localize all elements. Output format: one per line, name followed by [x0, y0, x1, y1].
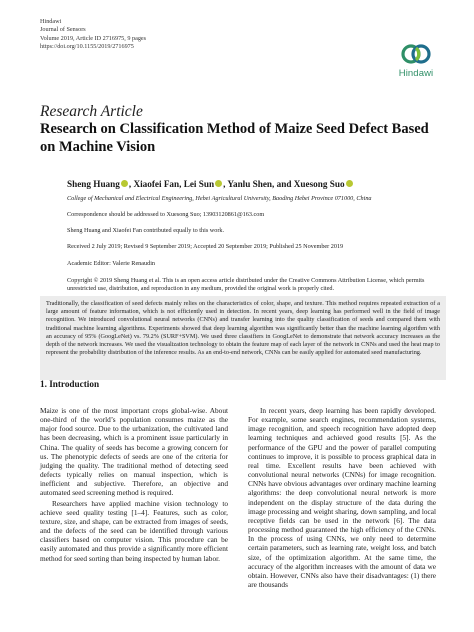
- logo-text: Hindawi: [398, 68, 434, 79]
- orcid-icon[interactable]: [346, 180, 353, 187]
- academic-editor: Academic Editor: Valerie Renaudin: [67, 260, 156, 267]
- abstract-box: [40, 296, 446, 380]
- author-name: , Yanlu Shen, and Xuesong Suo: [223, 179, 345, 189]
- orcid-icon[interactable]: [121, 180, 128, 187]
- article-type: Research Article: [40, 103, 143, 120]
- hindawi-logo-icon: [401, 40, 431, 68]
- section-heading: 1. Introduction: [40, 379, 100, 389]
- doi-link[interactable]: https://doi.org/10.1155/2019/2716975: [40, 42, 134, 50]
- author-name: , Xiaofei Fan, Lei Sun: [128, 179, 215, 189]
- body-paragraph: Researchers have applied machine vision technology to achieve seed quality testing [1–4]. Features, such as color, texture, size, and shape, can be extracted from images of seeds, and the defects of the seed can be identified through various classifiers based on computer vision. This procedure can be easily automated and thus provide a significantly more efficient method for seed sorting than being inspected by human labor.: [40, 498, 228, 563]
- author-list: [67, 179, 354, 189]
- left-column: [40, 406, 228, 563]
- right-column: [248, 406, 436, 589]
- copyright-notice: Copyright © 2019 Sheng Huang et al. This is an open access article distributed under the Creative Commons Attribution License, which permits unrestricted use, distribution, and reproduction in any medium, provided the original work is properly cited.: [67, 277, 425, 293]
- article-title: Research on Classification Method of Maize Seed Defect Based on Machine Vision: [40, 121, 429, 155]
- publisher-line: Hindawi: [40, 18, 62, 25]
- volume-line: Volume 2019, Article ID 2716975, 9 pages: [40, 34, 147, 42]
- author-name: Sheng Huang: [67, 179, 120, 189]
- hindawi-logo: [393, 40, 439, 79]
- body-paragraph: Maize is one of the most important crops global-wise. About one-third of the world’s population consumes maize as the major food source. Due to the urbanization, the cultivated land has been decreasing, which is a prominent issue particularly in China. The quality of seeds has become a growing concern for us. The phenotypic defects of seeds are one of the criteria for judging the quality. The traditional method of detecting seed defects typically relies on manual inspection, which is inefficient and subjective. Therefore, an objective and automated seed screening method is required.: [40, 406, 228, 498]
- contribution-note: Sheng Huang and Xiaofei Fan contributed equally to this work.: [67, 227, 225, 234]
- affiliation: College of Mechanical and Electrical Engineering, Hebei Agricultural University, Baoding Hebei Province 071000, China: [67, 195, 372, 202]
- abstract-text: Traditionally, the classification of seed defects mainly relies on the characteristics of color, shape, and texture. This method requires repeated extraction of a large amount of feature information, which is not efficiently used in detection. In recent years, deep learning has performed well in the field of image recognition. We introduced convolutional neural networks (CNNs) and transfer learning into the quality classification of seeds and compared them with traditional machine learning algorithms. Experiments showed that deep learning algorithm was significantly better than the machine learning algorithm with an accuracy of 95% (GoogLeNet) vs. 79.2% (SURF+SVM). We used three classifiers in GoogLeNet to demonstrate that network accuracy increases as the depth of the network increases. We used the visualization technology to obtain the feature map of each layer of the network in CNNs and used the heat map to represent the probability distribution of the inference results. As an end-to-end network, CNNs can be easily applied for automated seed manufacturing.: [46, 300, 440, 357]
- body-paragraph: In recent years, deep learning has been rapidly developed. For example, some search engines, recommendation systems, image recognition, and speech recognition have adopted deep learning techniques and achieved good results [5]. As the performance of the GPU and the power of parallel computing continues to improve, it is possible to process graphical data in real time. Excellent results have been achieved with convolutional neural networks (CNNs) for image recognition. CNNs have obvious advantages over ordinary machine learning algorithms: the deep convolutional neural network is more independent on the display structure of the data during the image processing and weight sharing, down sampling, and local receptive fields can be used in the network [6]. The data processing method guaranteed the high efficiency of the CNNs. In the process of using CNNs, we only need to determine certain parameters, such as learning rate, weight loss, and batch size, of the optimization algorithm. At the same time, the accuracy of the algorithm increases with the amount of data we obtain. However, CNNs also have their disadvantages: (1) there are thousands: [248, 406, 436, 589]
- journal-name: Journal of Sensors: [40, 26, 86, 34]
- journal-info: [40, 18, 146, 51]
- publication-dates: Received 2 July 2019; Revised 9 September 2019; Accepted 20 September 2019; Published 25 November 2019: [67, 243, 344, 250]
- orcid-icon[interactable]: [215, 180, 222, 187]
- correspondence: Correspondence should be addressed to Xuesong Suo; 13903120861@163.com: [67, 211, 265, 218]
